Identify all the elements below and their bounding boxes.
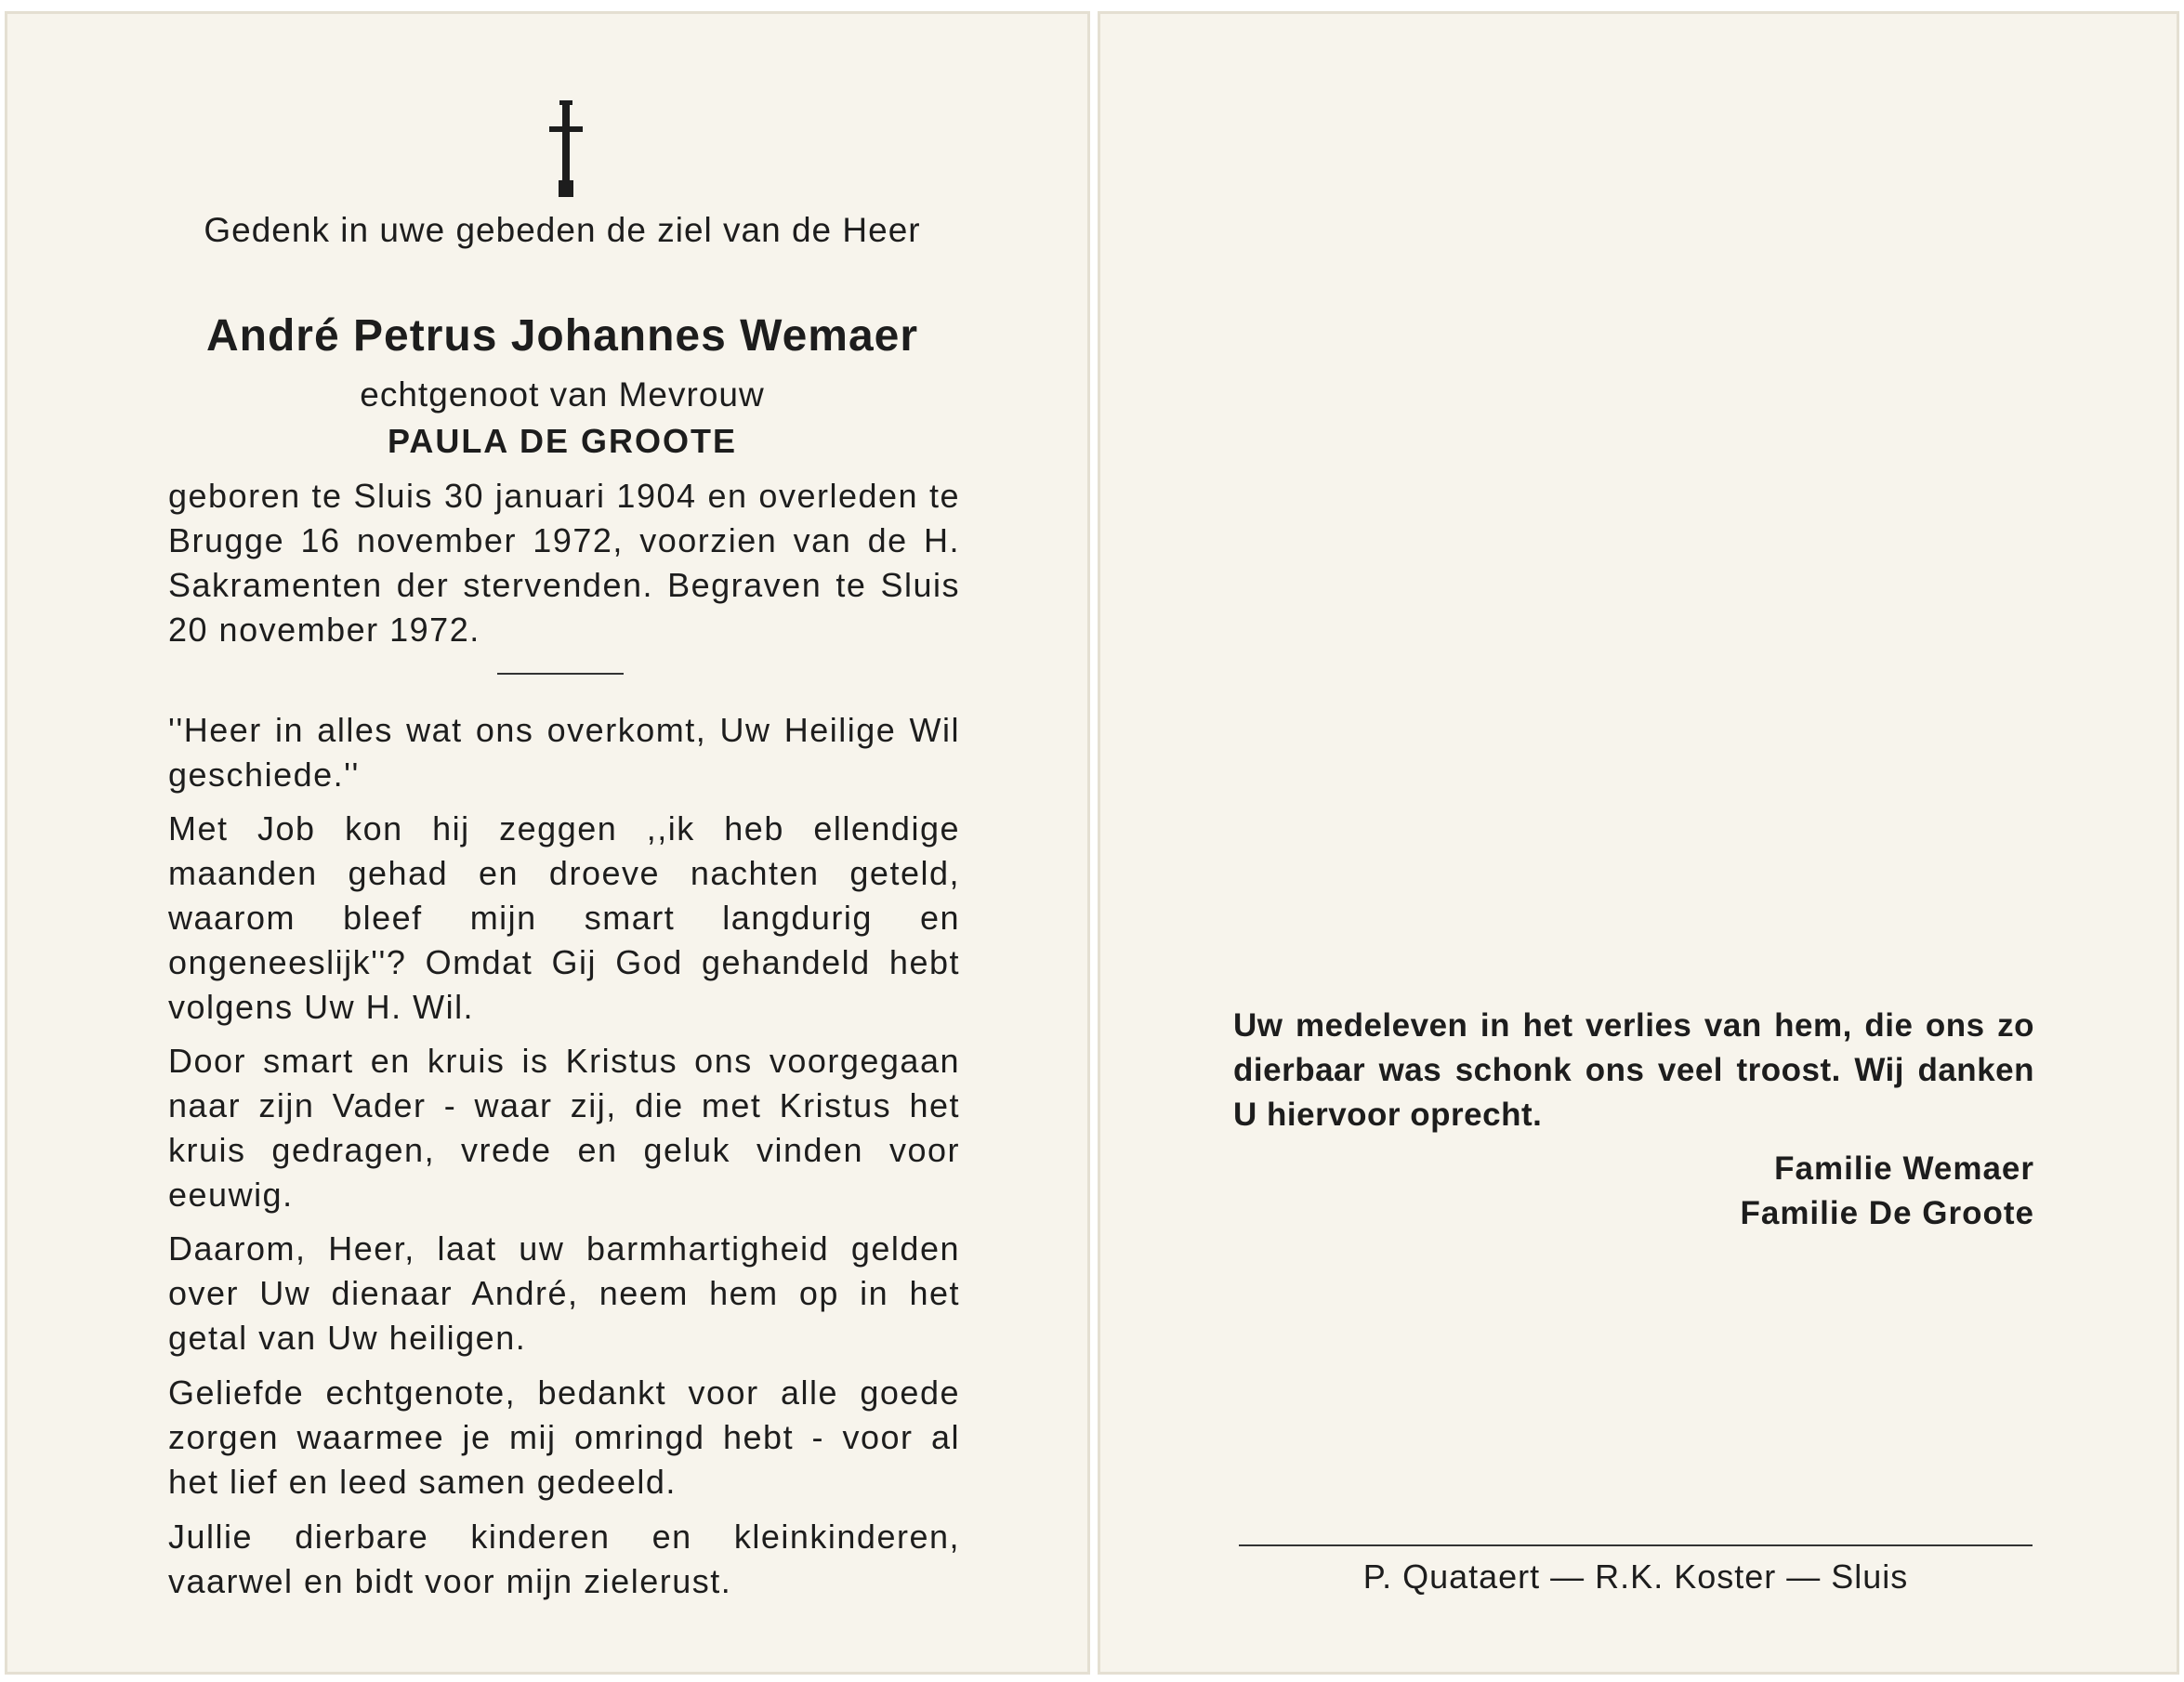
printer-credit: P. Quataert — R.K. Koster — Sluis [1362,1557,1909,1596]
birth-death-details: geboren te Sluis 30 januari 1904 en overleden te Brugge 16 november 1972, voorzien van de H. Sakramenten der stervenden. Begraven te Sluis 20 november 1972. [168,477,960,649]
family-signature: Familie Wemaer [1774,1150,2034,1187]
cross-icon [547,100,585,197]
memorial-paragraph: Met Job kon hij zeggen ,,ik heb ellendige maanden gehad en droeve nachten geteld, waarom bleef mijn smart langdurig en ongeneeslijk''? Omdat Gij God gehandeld hebt volgens Uw H. Wil. [168,809,960,1026]
memorial-card-back [1098,11,2179,1675]
memorial-paragraph: Geliefde echtgenote, bedankt voor alle goede zorgen waarmee je mij omringd hebt - voor al het lief en leed samen gedeeld. [168,1373,960,1501]
memorial-paragraph: Jullie dierbare kinderen en kleinkinderen, vaarwel en bidt voor mijn zielerust. [168,1518,960,1600]
memorial-card-front [5,11,1090,1675]
spouse-name: PAULA DE GROOTE [387,422,737,460]
family-signature: Familie De Groote [1740,1195,2034,1231]
memorial-paragraph: Door smart en kruis is Kristus ons voorgegaan naar zijn Vader - waar zij, die met Kristus het kruis gedragen, vrede en geluk vinden voor eeuwig. [168,1042,960,1214]
prayer-intro: Gedenk in uwe gebeden de ziel van de Heer [204,211,921,249]
thank-you-message: Uw medeleven in het verlies van hem, die ons zo dierbaar was schonk ons veel troost. Wij danken U hiervoor oprecht. [1233,1007,2034,1133]
memorial-paragraph: Daarom, Heer, laat uw barmhartigheid gelden over Uw dienaar André, neem hem op in het getal van Uw heiligen. [168,1229,960,1357]
section-divider [497,673,624,675]
deceased-name: André Petrus Johannes Wemaer [205,311,919,361]
footer-rule [1239,1544,2033,1546]
spouse-intro: echtgenoot van Mevrouw [360,375,765,414]
memorial-paragraph: ''Heer in alles wat ons overkomt, Uw Heilige Wil geschiede.'' [168,711,960,794]
